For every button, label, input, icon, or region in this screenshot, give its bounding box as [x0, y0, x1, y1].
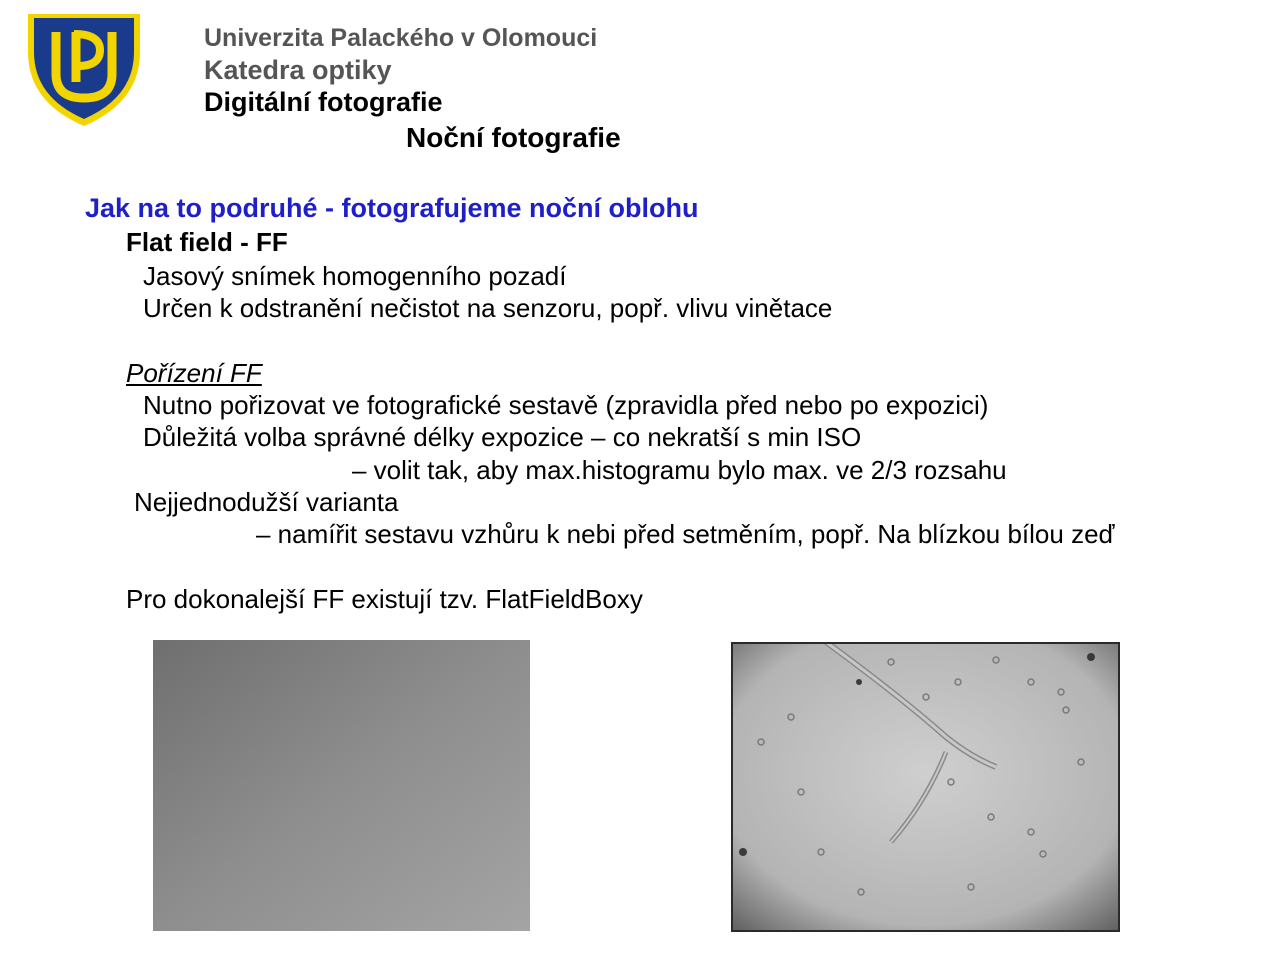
section-heading: Jak na to podruhé - fotografujeme noční oblohu — [85, 193, 699, 223]
acquisition-line-1: Nutno pořizovat ve fotografické sestavě (zpravidla před nebo po expozici) — [143, 390, 989, 420]
ff-description-2: Určen k odstranění nečistot na senzoru, popř. vlivu vinětace — [143, 293, 833, 323]
flat-field-title: Flat field - FF — [126, 227, 288, 257]
acquisition-title: Pořízení FF — [126, 358, 262, 388]
course-name: Digitální fotografie — [204, 87, 443, 117]
simplest-variant-desc: – namířit sestavu vzhůru k nebi před setměním, popř. Na blízkou bílou zeď — [256, 519, 1115, 549]
flatfieldbox-note: Pro dokonalejší FF existují tzv. FlatFieldBoxy — [126, 584, 643, 614]
simplest-variant-title: Nejjednodužší varianta — [134, 487, 399, 517]
department-name: Katedra optiky — [204, 55, 392, 85]
flat-field-dust-image — [731, 642, 1120, 932]
acquisition-line-2: Důležitá volba správné délky expozice – co nekratší s min ISO — [143, 422, 862, 452]
university-logo-icon — [26, 12, 142, 128]
flat-field-smooth-image — [153, 640, 530, 931]
slide-title: Noční fotografie — [406, 122, 621, 153]
ff-description-1: Jasový snímek homogenního pozadí — [143, 261, 567, 291]
university-name: Univerzita Palackého v Olomouci — [204, 24, 598, 52]
acquisition-line-3: – volit tak, aby max.histogramu bylo max. ve 2/3 rozsahu — [352, 455, 1007, 485]
